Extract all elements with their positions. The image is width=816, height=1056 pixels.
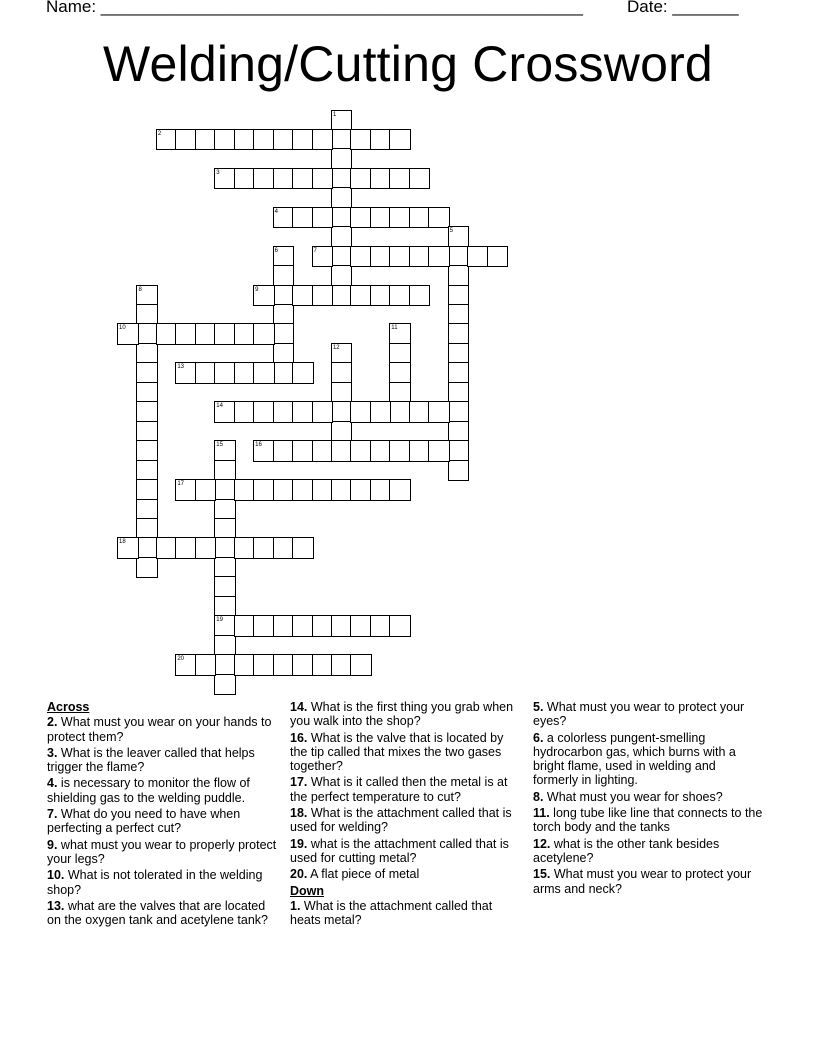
grid-cell[interactable] xyxy=(331,362,353,384)
grid-cell[interactable] xyxy=(136,479,158,501)
grid-cell[interactable] xyxy=(273,246,295,268)
grid-cell[interactable] xyxy=(214,596,236,618)
grid-cell[interactable] xyxy=(292,207,314,229)
grid-cell[interactable] xyxy=(292,401,314,423)
grid-cell[interactable] xyxy=(448,285,470,307)
grid-cell[interactable] xyxy=(136,285,158,307)
cell-number: 1 xyxy=(332,111,337,118)
grid-cell[interactable] xyxy=(448,265,470,287)
clue-across-4: 4. is necessary to monitor the flow of shielding gas to the welding puddle. xyxy=(47,776,250,805)
grid-cell[interactable] xyxy=(175,479,197,501)
grid-cell[interactable] xyxy=(292,168,314,190)
grid-cell[interactable] xyxy=(136,323,158,345)
grid-cell[interactable] xyxy=(234,323,256,345)
grid-cell[interactable] xyxy=(370,401,392,423)
grid-cell[interactable] xyxy=(350,207,372,229)
grid-cell[interactable] xyxy=(370,479,392,501)
grid-cell[interactable] xyxy=(273,343,295,365)
grid-cell[interactable] xyxy=(273,304,295,326)
grid-cell[interactable] xyxy=(350,168,372,190)
grid-cell[interactable] xyxy=(312,615,334,637)
grid-cell[interactable] xyxy=(214,674,236,696)
grid-cell[interactable] xyxy=(448,304,470,326)
grid-cell[interactable] xyxy=(195,537,217,559)
grid-cell[interactable] xyxy=(234,479,256,501)
clue-across-19: 19. what is the attachment called that is used for cutting metal? xyxy=(290,836,509,865)
grid-cell[interactable] xyxy=(195,129,217,151)
across-heading: Across xyxy=(47,700,90,714)
grid-cell[interactable] xyxy=(156,129,178,151)
grid-cell[interactable] xyxy=(195,479,217,501)
grid-cell[interactable] xyxy=(331,187,353,209)
clue-across-2: 2. What must you wear on your hands to protect them? xyxy=(47,715,272,744)
clues-column-2 xyxy=(290,700,520,929)
cell-number: 4 xyxy=(274,208,278,215)
cell-number: 6 xyxy=(274,247,278,254)
grid-cell[interactable] xyxy=(448,323,470,345)
cell-number: 19 xyxy=(216,617,223,624)
clue-across-18: 18. What is the attachment called that is used for welding? xyxy=(290,806,512,835)
grid-cell[interactable] xyxy=(117,323,139,345)
grid-cell[interactable] xyxy=(370,168,392,190)
grid-cell[interactable] xyxy=(331,654,353,676)
grid-cell[interactable] xyxy=(253,129,275,151)
grid-cell[interactable] xyxy=(292,654,314,676)
grid-cell[interactable] xyxy=(331,421,353,443)
grid-cell[interactable] xyxy=(389,343,411,365)
clue-down-15: 15. What must you wear to protect your arms and neck? xyxy=(533,867,752,896)
grid-cell[interactable] xyxy=(389,479,411,501)
grid-cell[interactable] xyxy=(350,285,372,307)
grid-cell[interactable] xyxy=(312,207,334,229)
grid-cell[interactable] xyxy=(350,246,372,268)
grid-cell[interactable] xyxy=(448,460,470,482)
clue-across-9: 9. what must you wear to properly protect your legs? xyxy=(47,837,277,866)
grid-cell[interactable] xyxy=(312,129,334,151)
grid-cell[interactable] xyxy=(273,537,295,559)
grid-cell[interactable] xyxy=(214,499,236,521)
grid-cell[interactable] xyxy=(175,537,197,559)
grid-cell[interactable] xyxy=(409,207,431,229)
grid-cell[interactable] xyxy=(448,440,470,462)
grid-cell[interactable] xyxy=(273,362,295,384)
grid-cell[interactable] xyxy=(214,323,236,345)
grid-cell[interactable] xyxy=(389,246,411,268)
grid-cell[interactable] xyxy=(331,265,353,287)
grid-cell[interactable] xyxy=(428,401,450,423)
clue-down-8: 8. What must you wear for shoes? xyxy=(533,789,723,804)
grid-cell[interactable] xyxy=(370,440,392,462)
grid-cell[interactable] xyxy=(292,285,314,307)
grid-cell[interactable] xyxy=(214,401,236,423)
grid-cell[interactable] xyxy=(136,401,158,423)
grid-cell[interactable] xyxy=(448,401,470,423)
grid-cell[interactable] xyxy=(292,362,314,384)
cell-number: 20 xyxy=(177,656,185,663)
grid-cell[interactable] xyxy=(292,440,314,462)
grid-cell[interactable] xyxy=(331,226,353,248)
grid-cell[interactable] xyxy=(331,615,353,637)
cell-number: 18 xyxy=(119,539,126,546)
grid-cell[interactable] xyxy=(389,440,411,462)
grid-cell[interactable] xyxy=(195,654,217,676)
clue-down-11: 11. long tube like line that connects to the torch body and the tanks xyxy=(533,806,763,835)
cell-number: 9 xyxy=(255,286,259,293)
grid-cell[interactable] xyxy=(350,440,372,462)
date-field: Date: _______ xyxy=(627,0,739,16)
grid-cell[interactable] xyxy=(273,401,295,423)
grid-cell[interactable] xyxy=(312,168,334,190)
grid-cell[interactable] xyxy=(273,168,295,190)
grid-cell[interactable] xyxy=(136,518,158,540)
grid-cell[interactable] xyxy=(292,537,314,559)
grid-cell[interactable] xyxy=(312,401,334,423)
grid-cell[interactable] xyxy=(331,401,353,423)
grid-cell[interactable] xyxy=(214,537,236,559)
clue-down-6: 6. a colorless pungent-smelling hydrocarbon gas, which burns with a bright flame, used in welding and formerly in lighting. xyxy=(533,730,736,788)
clue-across-13: 13. what are the valves that are located on the oxygen tank and acetylene tank? xyxy=(47,898,268,928)
grid-cell[interactable] xyxy=(428,246,450,268)
grid-cell[interactable] xyxy=(156,323,178,345)
grid-cell[interactable] xyxy=(273,285,295,307)
grid-cell[interactable] xyxy=(195,323,217,345)
grid-cell[interactable] xyxy=(214,479,236,501)
grid-cell[interactable] xyxy=(312,479,334,501)
grid-cell[interactable] xyxy=(214,129,236,151)
grid-cell[interactable] xyxy=(195,362,217,384)
grid-cell[interactable] xyxy=(331,148,353,170)
grid-cell[interactable] xyxy=(312,246,334,268)
grid-cell[interactable] xyxy=(448,362,470,384)
cell-number: 8 xyxy=(138,286,142,293)
grid-cell[interactable] xyxy=(331,246,353,268)
clue-down-12: 12. what is the other tank besides acetylene? xyxy=(533,836,720,865)
grid-cell[interactable] xyxy=(253,537,275,559)
grid-cell[interactable] xyxy=(175,654,197,676)
grid-cell[interactable] xyxy=(253,285,275,307)
grid-cell[interactable] xyxy=(448,343,470,365)
grid-cell[interactable] xyxy=(409,440,431,462)
cell-number: 16 xyxy=(255,442,262,449)
grid-cell[interactable] xyxy=(331,168,353,190)
grid-cell[interactable] xyxy=(389,615,411,637)
grid-cell[interactable] xyxy=(409,246,431,268)
grid-cell[interactable] xyxy=(136,362,158,384)
down-heading: Down xyxy=(290,883,325,898)
clue-across-14: 14. What is the first thing you grab when you walk into the shop? xyxy=(290,700,514,729)
grid-cell[interactable] xyxy=(234,362,256,384)
grid-cell[interactable] xyxy=(350,401,372,423)
cell-number: 12 xyxy=(332,344,340,351)
grid-cell[interactable] xyxy=(331,440,353,462)
cell-number: 17 xyxy=(177,481,185,488)
grid-cell[interactable] xyxy=(389,401,411,423)
grid-cell[interactable] xyxy=(292,479,314,501)
grid-cell[interactable] xyxy=(273,654,295,676)
grid-cell[interactable] xyxy=(331,110,353,132)
clue-across-10: 10. What is not tolerated in the welding shop? xyxy=(47,868,263,897)
grid-cell[interactable] xyxy=(214,168,236,190)
grid-cell[interactable] xyxy=(253,401,275,423)
grid-cell[interactable] xyxy=(234,401,256,423)
grid-cell[interactable] xyxy=(448,421,470,443)
grid-cell[interactable] xyxy=(331,382,353,404)
grid-cell[interactable] xyxy=(312,440,334,462)
grid-cell[interactable] xyxy=(273,323,295,345)
grid-cell[interactable] xyxy=(214,557,236,579)
grid-cell[interactable] xyxy=(253,440,275,462)
grid-cell[interactable] xyxy=(292,129,314,151)
cell-number: 2 xyxy=(157,130,162,137)
clues-column-1 xyxy=(47,700,277,929)
grid-cell[interactable] xyxy=(234,168,256,190)
grid-cell[interactable] xyxy=(214,518,236,540)
grid-cell[interactable] xyxy=(136,557,158,579)
grid-cell[interactable] xyxy=(136,499,158,521)
grid-cell[interactable] xyxy=(273,479,295,501)
grid-cell[interactable] xyxy=(234,129,256,151)
grid-cell[interactable] xyxy=(487,246,509,268)
grid-cell[interactable] xyxy=(331,343,353,365)
grid-cell[interactable] xyxy=(273,615,295,637)
grid-cell[interactable] xyxy=(448,246,470,268)
clue-down-1: 1. What is the attachment called that heats metal? xyxy=(290,898,493,928)
grid-cell[interactable] xyxy=(370,285,392,307)
grid-cell[interactable] xyxy=(292,615,314,637)
page-title: Welding/Cutting Crossword xyxy=(103,36,713,92)
grid-cell[interactable] xyxy=(389,129,411,151)
grid-cell[interactable] xyxy=(350,129,372,151)
grid-cell[interactable] xyxy=(136,440,158,462)
grid-cell[interactable] xyxy=(331,207,353,229)
grid-cell[interactable] xyxy=(428,440,450,462)
grid-cell[interactable] xyxy=(253,168,275,190)
grid-cell[interactable] xyxy=(428,207,450,229)
grid-cell[interactable] xyxy=(350,654,372,676)
grid-cell[interactable] xyxy=(409,168,431,190)
grid-cell[interactable] xyxy=(136,382,158,404)
grid-cell[interactable] xyxy=(214,615,236,637)
grid-cell[interactable] xyxy=(389,323,411,345)
cell-number: 11 xyxy=(391,325,398,332)
grid-cell[interactable] xyxy=(389,362,411,384)
grid-cell[interactable] xyxy=(253,362,275,384)
clue-down-5: 5. What must you wear to protect your eyes? xyxy=(533,700,745,729)
grid-cell[interactable] xyxy=(253,479,275,501)
grid-cell[interactable] xyxy=(214,654,236,676)
clue-across-3: 3. What is the leaver called that helps trigger the flame? xyxy=(47,745,255,775)
clue-across-17: 17. What is it called then the metal is at the perfect temperature to cut? xyxy=(290,775,508,804)
cell-number: 10 xyxy=(119,325,126,332)
cell-number: 15 xyxy=(216,442,223,449)
grid-cell[interactable] xyxy=(214,440,236,462)
grid-cell[interactable] xyxy=(331,129,353,151)
clues-column-3 xyxy=(533,700,763,898)
grid-cell[interactable] xyxy=(234,654,256,676)
grid-cell[interactable] xyxy=(156,537,178,559)
grid-cell[interactable] xyxy=(370,129,392,151)
clue-across-16: 16. What is the valve that is located by the tip called that mixes the two gases together? xyxy=(290,730,504,774)
grid-cell[interactable] xyxy=(214,460,236,482)
grid-cell[interactable] xyxy=(370,207,392,229)
grid-cell[interactable] xyxy=(389,285,411,307)
grid-cell[interactable] xyxy=(136,537,158,559)
grid-cell[interactable] xyxy=(409,285,431,307)
grid-cell[interactable] xyxy=(234,615,256,637)
grid-cell[interactable] xyxy=(389,382,411,404)
grid-cell[interactable] xyxy=(136,421,158,443)
grid-cell[interactable] xyxy=(175,362,197,384)
grid-cell[interactable] xyxy=(389,168,411,190)
grid-cell[interactable] xyxy=(253,615,275,637)
grid-cell[interactable] xyxy=(448,226,470,248)
grid-cell[interactable] xyxy=(312,654,334,676)
cell-number: 3 xyxy=(216,169,220,176)
grid-cell[interactable] xyxy=(234,537,256,559)
grid-cell[interactable] xyxy=(273,440,295,462)
grid-cell[interactable] xyxy=(273,265,295,287)
grid-cell[interactable] xyxy=(214,362,236,384)
grid-cell[interactable] xyxy=(175,129,197,151)
cell-number: 7 xyxy=(313,247,317,254)
grid-cell[interactable] xyxy=(253,654,275,676)
grid-cell[interactable] xyxy=(389,207,411,229)
clue-across-7: 7. What do you need to have when perfecting a perfect cut? xyxy=(47,807,241,836)
grid-cell[interactable] xyxy=(370,246,392,268)
grid-cell[interactable] xyxy=(467,246,489,268)
grid-cell[interactable] xyxy=(331,479,353,501)
cell-number: 5 xyxy=(449,228,453,235)
grid-cell[interactable] xyxy=(136,304,158,326)
grid-cell[interactable] xyxy=(253,323,275,345)
grid-cell[interactable] xyxy=(136,460,158,482)
grid-cell[interactable] xyxy=(214,635,236,657)
clue-across-20: 20. A flat piece of metal xyxy=(290,867,420,882)
grid-cell[interactable] xyxy=(409,401,431,423)
grid-cell[interactable] xyxy=(175,323,197,345)
cell-number: 14 xyxy=(216,403,223,410)
grid-cell[interactable] xyxy=(312,285,334,307)
grid-cell[interactable] xyxy=(350,615,372,637)
name-field: Name: ___________________________________________________ xyxy=(46,0,583,16)
cell-number: 13 xyxy=(177,364,185,371)
grid-cell[interactable] xyxy=(136,343,158,365)
grid-cell[interactable] xyxy=(117,537,139,559)
grid-cell[interactable] xyxy=(214,576,236,598)
grid-cell[interactable] xyxy=(370,615,392,637)
grid-cell[interactable] xyxy=(350,479,372,501)
grid-cell[interactable] xyxy=(448,382,470,404)
grid-cell[interactable] xyxy=(273,207,295,229)
grid-cell[interactable] xyxy=(273,129,295,151)
grid-cell[interactable] xyxy=(331,285,353,307)
